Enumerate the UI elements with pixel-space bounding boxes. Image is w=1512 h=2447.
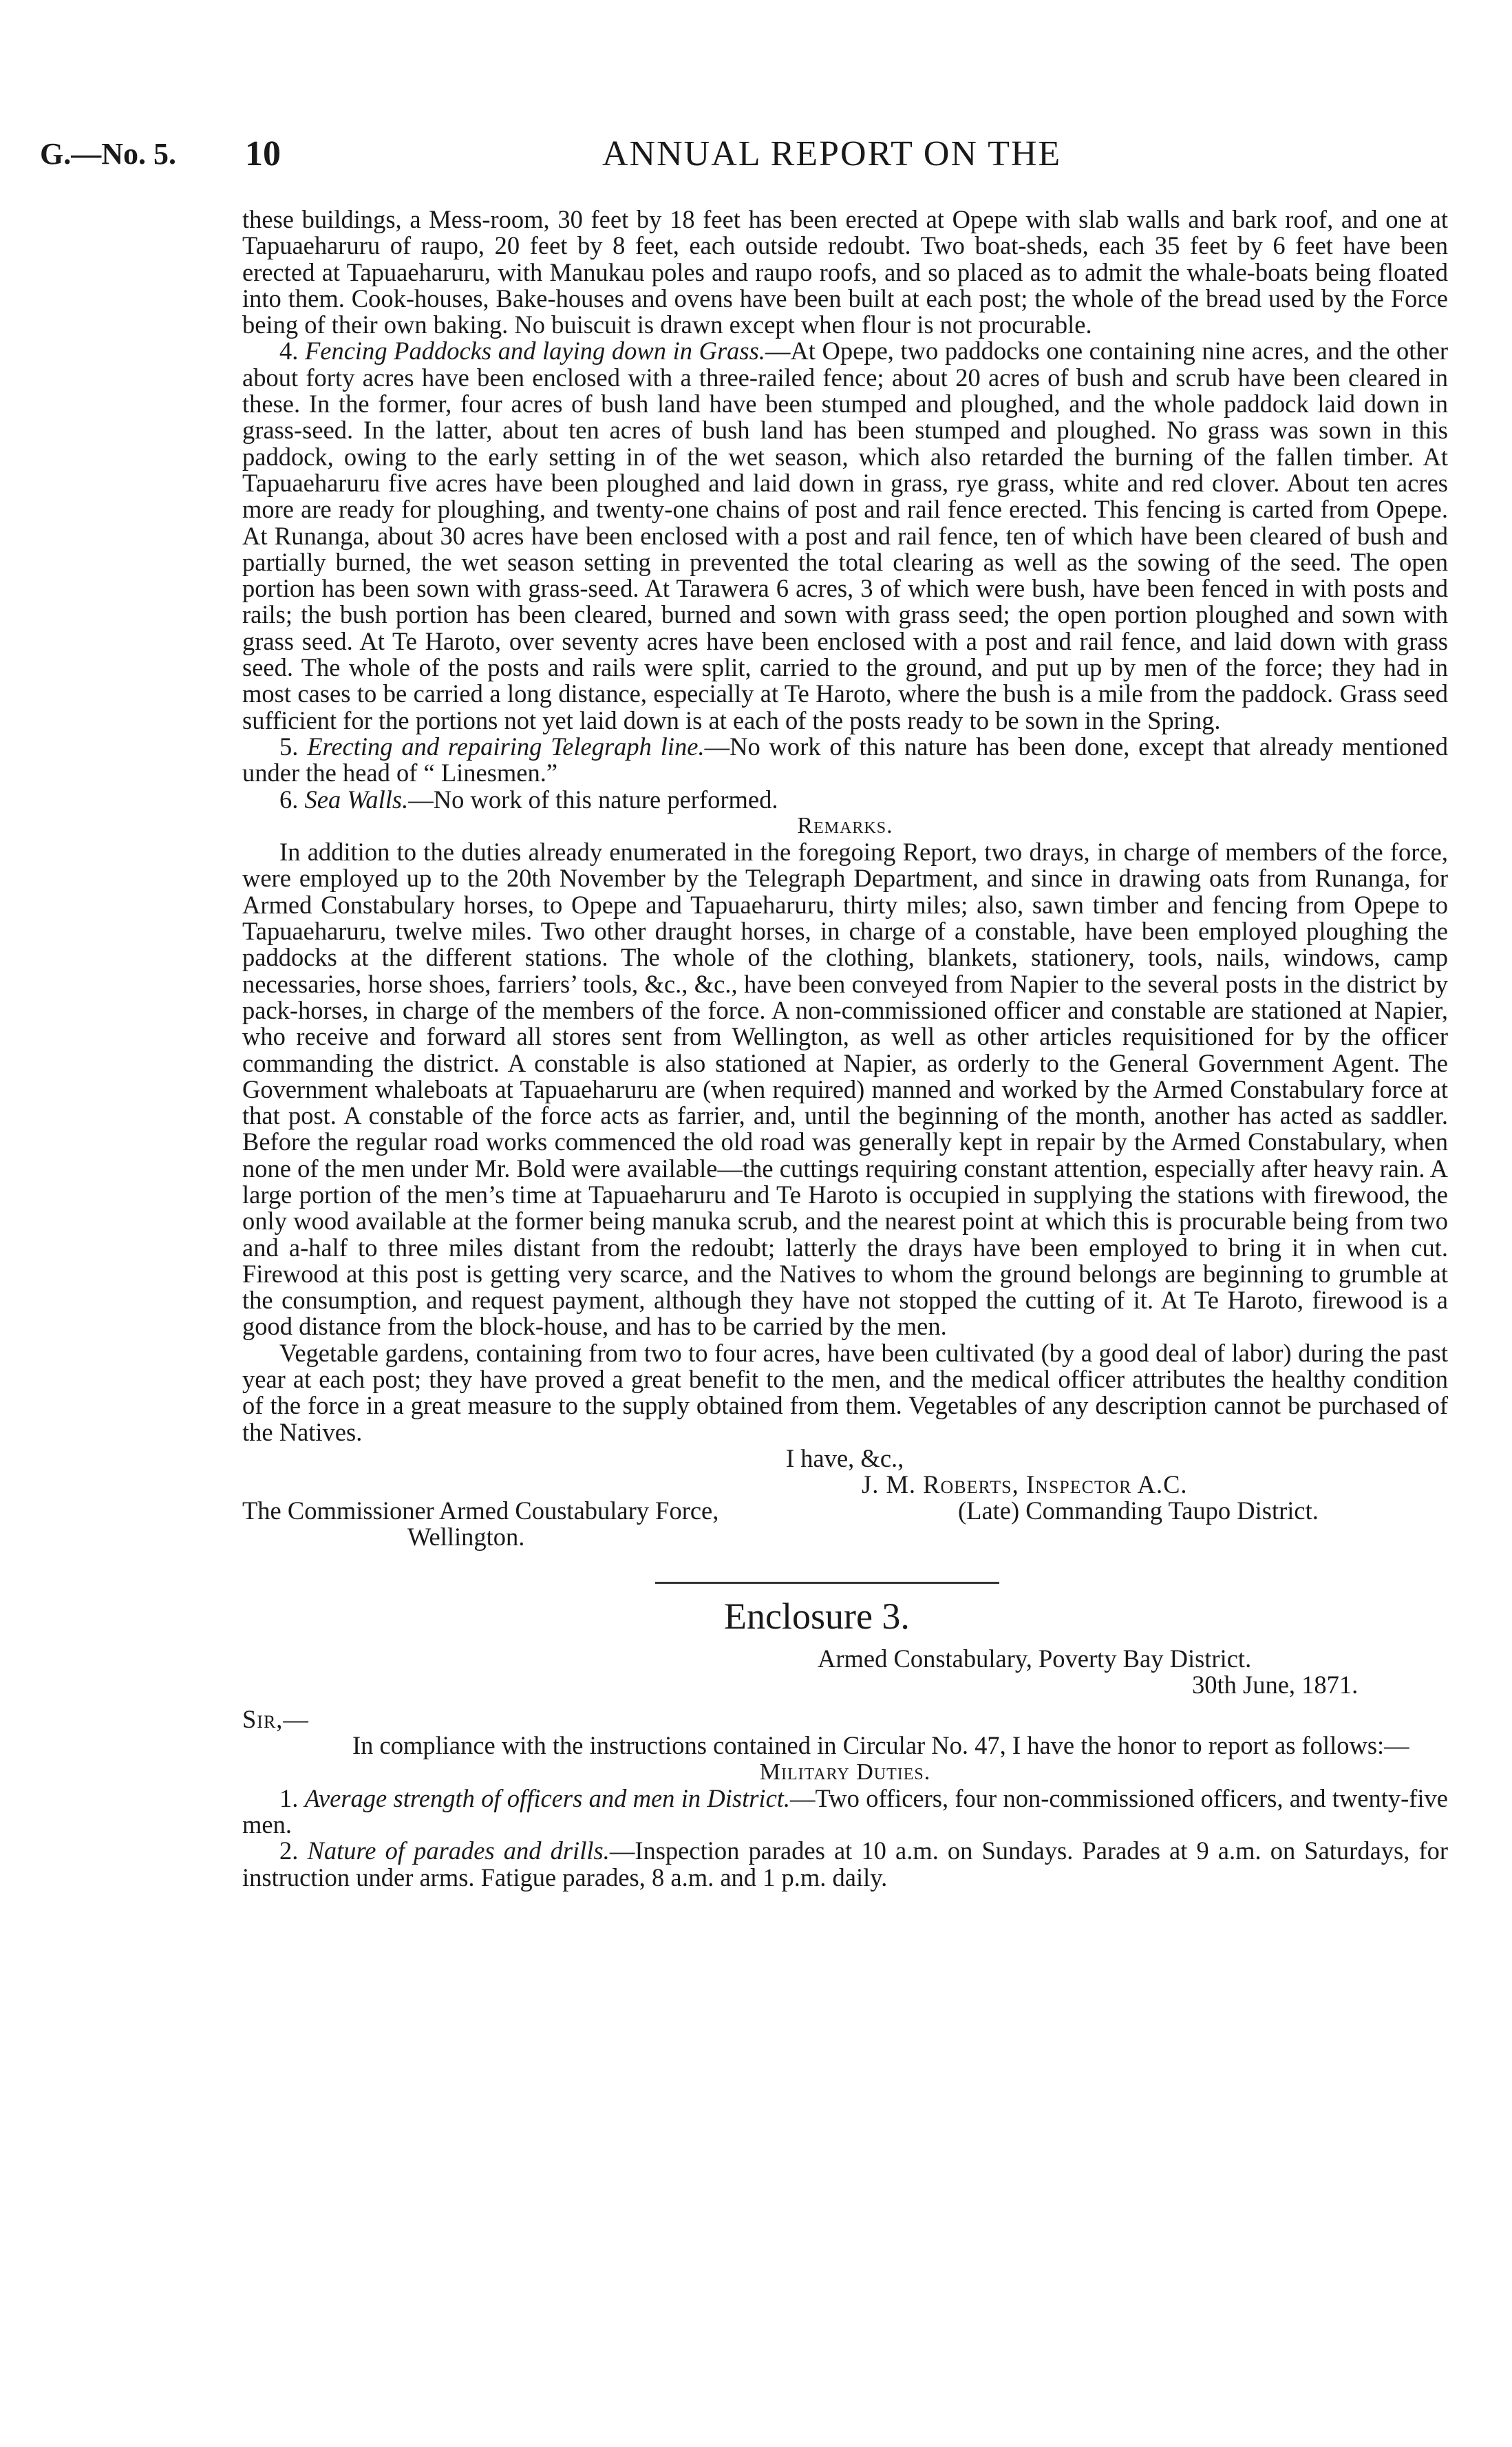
remarks-heading: Remarks. [797, 812, 893, 838]
closing: I have, &c., [786, 1443, 904, 1472]
item-heading: Fencing Paddocks and laying down in Grass. [304, 337, 765, 366]
item-text: —At Opepe, two paddocks one containing nine acres, and the other about forty acres have been enclosed with a three-railed fence; about 20 acres of bush and scrub have been cleared in these. In the former, four acres of bush land have been stumped and ploughed, and the whole paddock laid down in grass-seed. In the latter, about ten acres of bush land has been stumped and ploughed. No grass was sown in this paddock, owing to the early setting in of the wet season, which also retarded the burning of the fallen timber. At Tapuaeharuru five acres have been ploughed and laid down in grass, rye grass, white and red clover. About ten acres more are ready for ploughing, and twenty-one chains of post and rail fence erected. This fencing is carted from Opepe. At Runanga, about 30 acres have been enclosed with a post and rail fence, ten of which have been cleared of bush and partially burned, the wet season setting in prevented the total clearing as well as the sowing of the seed. The open portion has been sown with grass-seed. At Tarawera 6 acres, 3 of which were bush, have been fenced in with posts and rails; the bush portion has been cleared, burned and sown with grass seed; the open portion ploughed and sown with grass seed. At Te Haroto, over seventy acres have been enclosed with a post and rail fence, and laid down with grass seed. The whole of the posts and rails were split, carried to the ground, and put up by men of the force; they had in most cases to be carried a long distance, especially at Te Haroto, where the bush is a mile from the paddock. Grass seed sufficient for the portions not yet laid down is at each of the posts ready to be sown in the Spring. [242, 337, 1448, 734]
signatory-name: J. M. Roberts, Inspector A.C. [862, 1470, 1188, 1498]
enclosure-item-1 [242, 1783, 1449, 1839]
remarks-paragraph-1: In addition to the duties already enumerated in the foregoing Report, two drays, in charge of members of the force, were employed up to the 20th November by the Telegraph Department, and since in drawing oats from Runanga, for Armed Constabulary horses, to Opepe and Tapuaeharuru, thirty miles; also, sawn timber and fencing from Opepe to Tapuaeharuru, twelve miles. Two other draught horses, in charge of a constable, have been employed ploughing the paddocks at the different stations. The whole of the clothing, blankets, stationery, tools, nails, windows, camp necessaries, horse shoes, farriers’ tools, &c., &c., have been conveyed from Napier to the several posts in the district by pack-horses, in charge of the members of the force. A non-commissioned officer and constable are stationed at Napier, who receive and forward all stores sent from Wellington, as well as other articles requisitioned for by the officer commanding the district. A constable is also stationed at Napier, as orderly to the General Government Agent. The Government whaleboats at Tapuaeharuru are (when required) manned and worked by the Armed Constabulary force at that post. A constable of the force acts as farrier, and, until the beginning of the month, another has acted as saddler. Before the regular road works commenced the old road was generally kept in repair by the Armed Constabulary, when none of the men under Mr. Bold were available—the cuttings requiring constant attention, especially after heavy rain. A large portion of the men’s time at Tapuaeharuru and Te Haroto is occupied in supplying the stations with firewood, the only wood available at the former being manuka scrub, and the nearest point at which this is procurable being from two and a-half to three miles distant from the redoubt; latterly the drays have been employed to bring it in when cut. Firewood at this post is getting very scarce, and the Natives to whom the ground belongs are beginning to grumble at the consumption, and request payment, although they have not stopped the cutting of it. At Te Haroto, firewood is a good distance from the block-house, and has to be carried by the men. [242, 838, 1448, 1341]
item-number: 5. [279, 732, 308, 761]
report-body [242, 206, 1448, 1891]
signoff-line-3 [242, 1498, 1448, 1524]
item-heading: Average strength of officers and men in District. [304, 1783, 791, 1812]
item-text: —Two officers, four non-commissioned officers, and twenty-five men. [242, 1783, 1449, 1839]
page-number: 10 [245, 134, 281, 173]
running-title: ANNUAL REPORT ON THE [602, 134, 1062, 173]
item-number: 1. [279, 1783, 305, 1812]
enclosure-intro: In compliance with the instructions contained in Circular No. 47, I have the honor to report as follows:— [352, 1731, 1409, 1760]
signoff-line-1 [242, 1445, 1448, 1472]
signoff-line-2 [242, 1472, 1448, 1498]
addressee: The Commissioner Armed Coustabulary Force, [242, 1496, 719, 1525]
item-heading: Nature of parades and drills. [307, 1836, 610, 1865]
enclosure-date-line [242, 1672, 1448, 1698]
enclosure-date: 30th June, 1871. [1192, 1671, 1359, 1699]
item-number: 6. [279, 785, 305, 814]
paragraph-sea-walls [242, 787, 1448, 813]
item-heading: Erecting and repairing Telegraph line. [307, 732, 705, 761]
item-text: —No work of this nature performed. [408, 785, 778, 814]
paragraph-telegraph [242, 734, 1448, 787]
addressee-city: Wellington. [407, 1522, 525, 1551]
item-number: 2. [279, 1836, 308, 1865]
salutation-line [242, 1706, 1448, 1733]
item-heading: Sea Walls. [304, 785, 409, 814]
signatory-role: (Late) Commanding Taupo District. [958, 1496, 1319, 1525]
page-header [0, 124, 1512, 193]
enclosure-item-2 [242, 1838, 1448, 1891]
enclosure-title: Enclosure 3. [724, 1595, 910, 1637]
enclosure-location: Armed Constabulary, Poverty Bay District. [818, 1644, 1252, 1673]
salutation: Sir,— [242, 1705, 309, 1734]
item-text: —Inspection parades at 10 a.m. on Sundays. Parades at 9 a.m. on Saturdays, for instruction under arms. Fatigue parades, 8 a.m. and 1 p.m. daily. [242, 1836, 1449, 1892]
item-number: 4. [279, 337, 305, 366]
document-reference: G.—No. 5. [40, 137, 176, 171]
military-duties-heading: Military Duties. [759, 1759, 931, 1785]
paragraph-fencing [242, 338, 1448, 733]
signoff-line-4 [242, 1524, 1448, 1550]
section-divider [655, 1582, 999, 1584]
item-text: —No work of this nature has been done, except that already mentioned under the head of “ Linesmen.” [242, 732, 1449, 787]
paragraph-buildings: these buildings, a Mess-room, 30 feet by 18 feet has been erected at Opepe with slab walls and bark roof, and one at Tapuaeharuru of raupo, 20 feet by 8 feet, each outside redoubt. Two boat-sheds, each 35 feet by 6 feet have been erected at Tapuaeharuru, with Manukau poles and raupo roofs, and so placed as to admit the whale-boats being floated into them. Cook-houses, Bake-houses and ovens have been built at each post; the whole of the bread used by the Force being of their own baking. No buiscuit is drawn except when flour is not procurable. [242, 205, 1448, 339]
remarks-paragraph-2: Vegetable gardens, containing from two to four acres, have been cultivated (by a good deal of labor) during the past year at each post; they have proved a great benefit to the men, and the medical officer attributes the healthy condition of the force in a great measure to the supply obtained from them. Vegetables of any description cannot be purchased of the Natives. [242, 1338, 1448, 1446]
enclosure-location-line [242, 1646, 1448, 1672]
